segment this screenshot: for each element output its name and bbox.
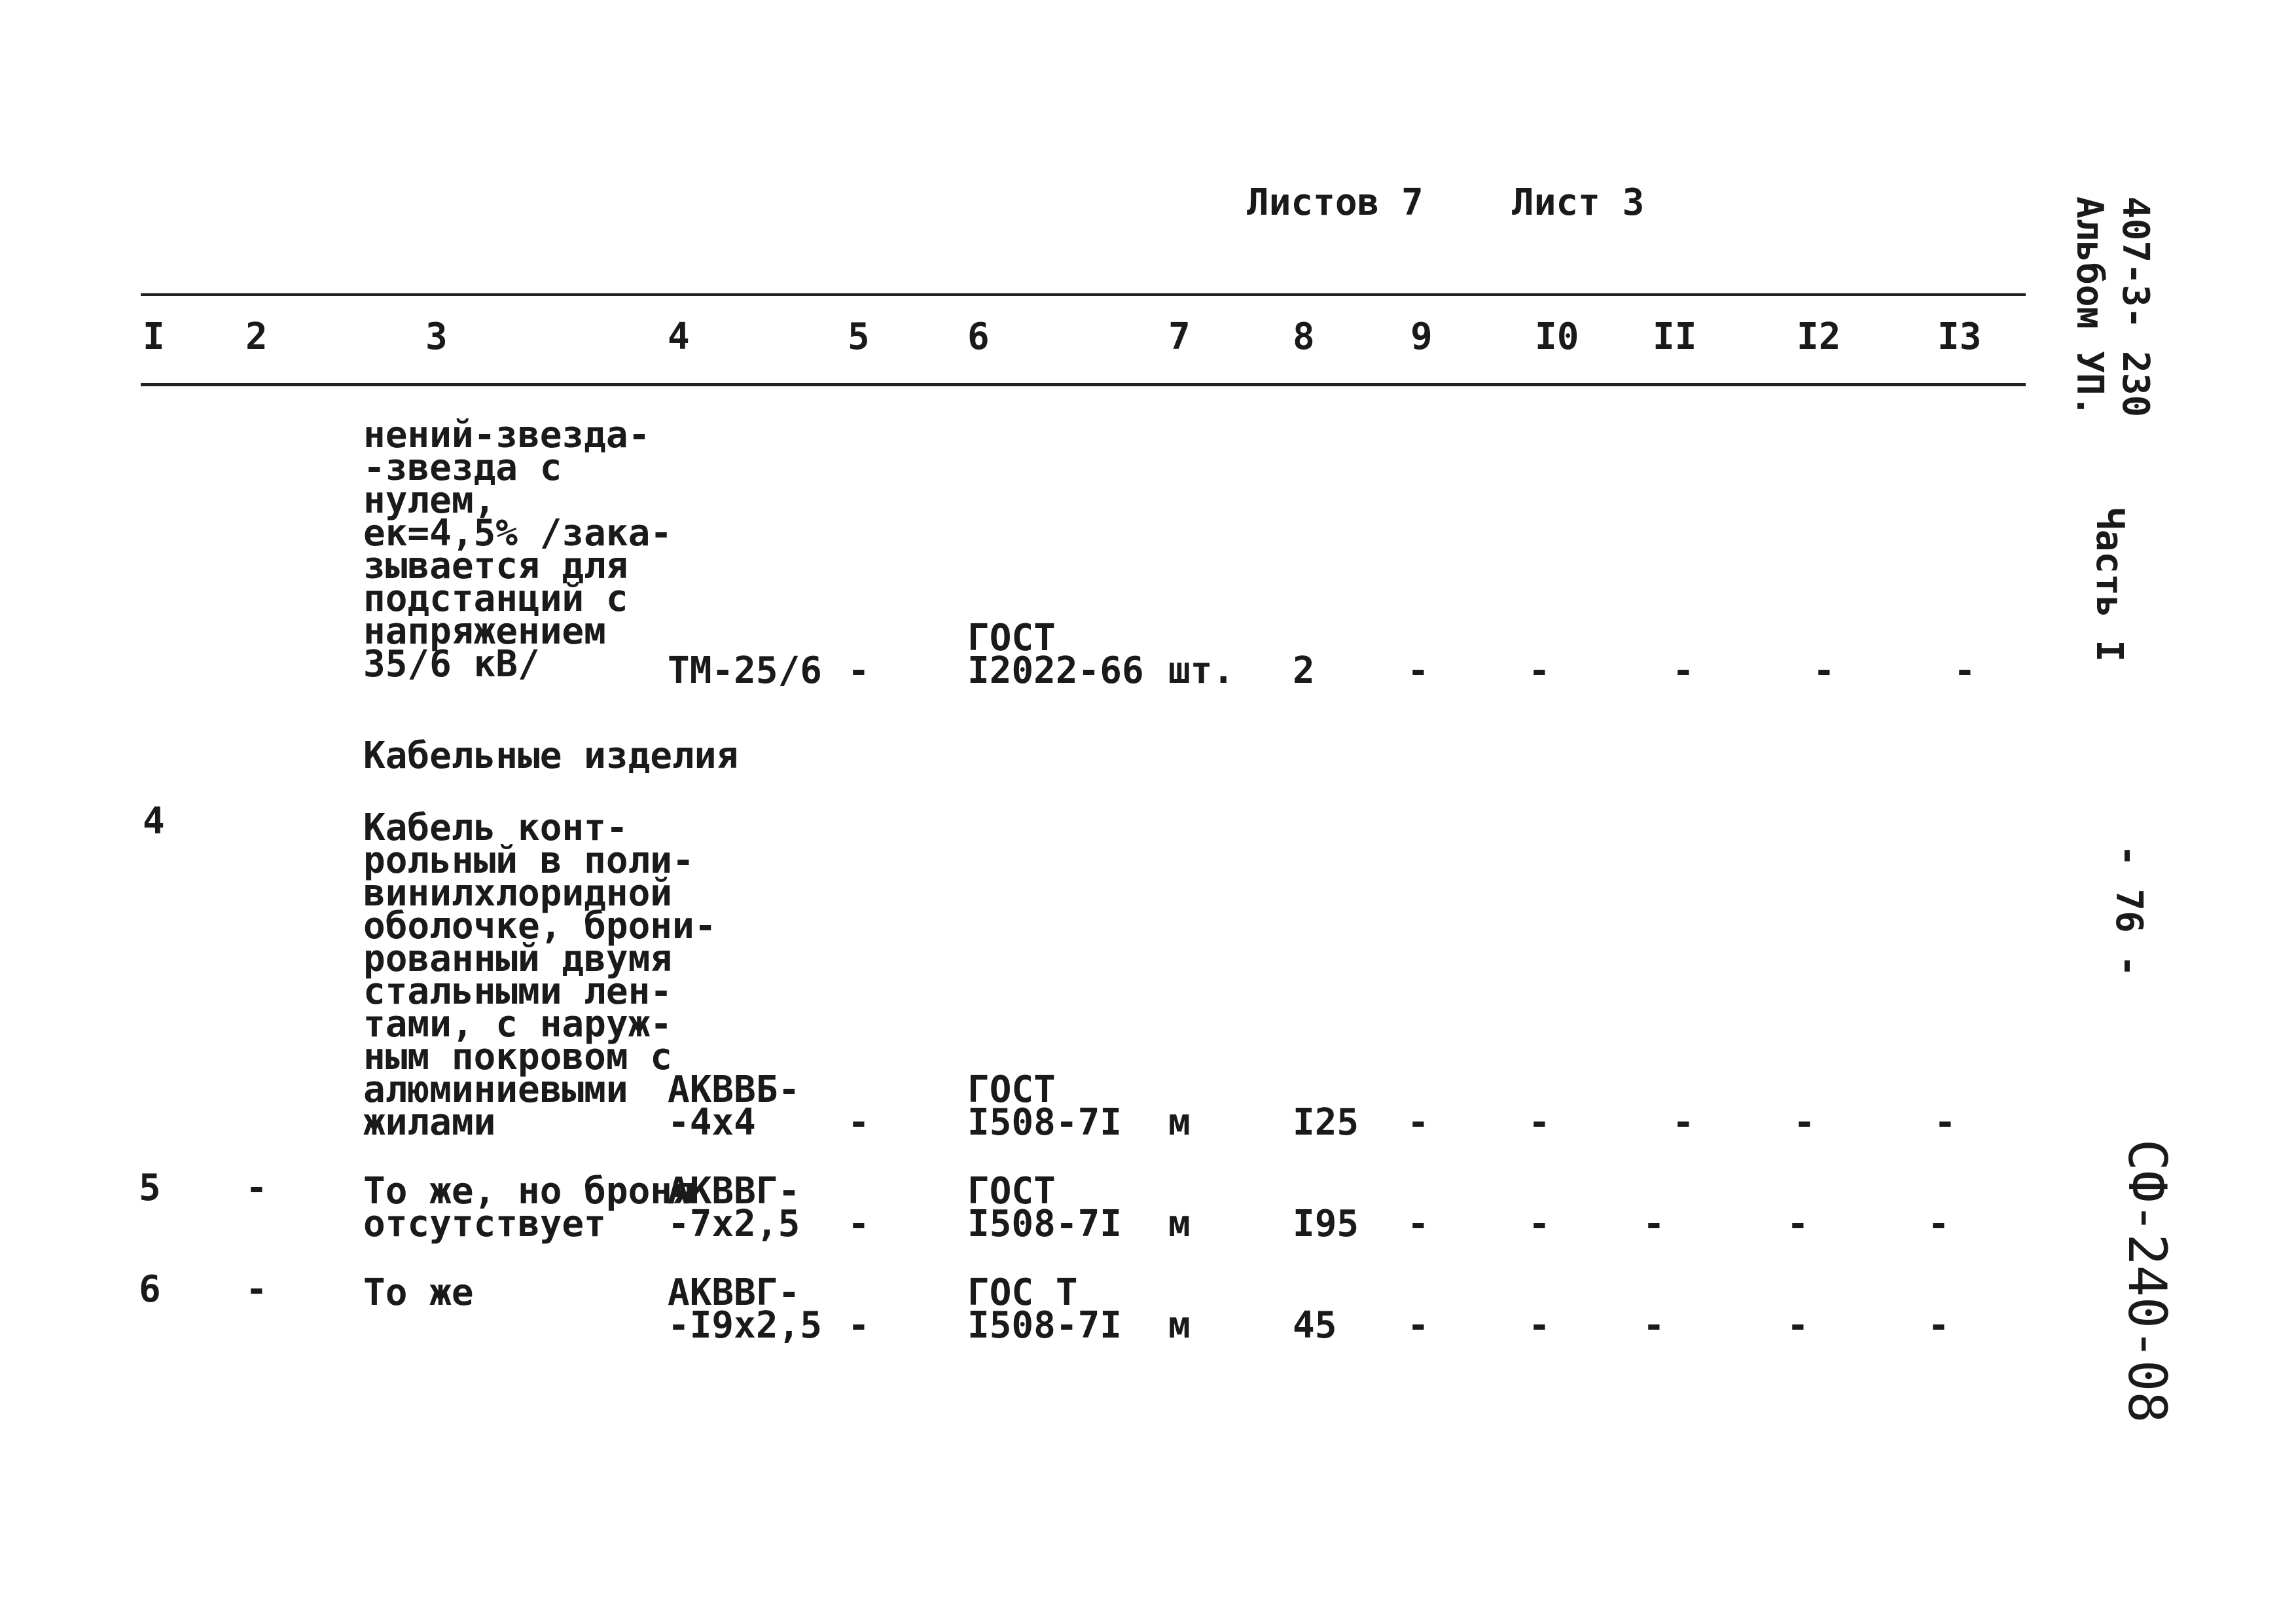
header-bottom-rule [141,383,2026,386]
row5-standard: ГОСТ I508-7I [967,1170,1122,1245]
row6-col12: - [1787,1304,1809,1347]
row6-col11: - [1643,1304,1665,1347]
row6-qty: 45 [1293,1304,1337,1347]
row4-col12: - [1793,1101,1816,1144]
row5-type: АКВВГ- -7х2,5 [668,1170,800,1245]
row5-col11: - [1643,1203,1665,1245]
row5-col5: - [848,1203,870,1245]
row5-col13: - [1928,1203,1950,1245]
col-9: 9 [1410,316,1433,358]
row6-col13: - [1928,1304,1950,1347]
row4-type: АКВВБ- -4х4 [668,1068,800,1144]
row6-unit: м [1168,1304,1191,1347]
row4-qty: I25 [1293,1101,1359,1144]
row6-col9: - [1407,1304,1429,1347]
row6-col5: - [848,1304,870,1347]
transformer-type: ТМ-25/6 [668,649,823,692]
row4-unit: м [1168,1101,1191,1144]
transformer-col12: - [1813,649,1835,692]
transformer-col9: - [1407,649,1429,692]
col-4: 4 [668,316,690,358]
row5-qty: I95 [1293,1203,1359,1245]
transformer-description: нений-звезда- -звезда с нулем, ек=4,5% /зака- зывается для подстанций с напряжением 35/6 кВ/ [363,414,673,685]
transformer-unit: шт. [1168,649,1235,692]
col-6: 6 [967,316,990,358]
row4-description: Кабель конт- рольный в поли- винилхлоридной оболочке, брони- рованный двумя стальными лен- тами, с наруж- ным покровом с алюминиевыми жилами [363,807,717,1144]
part-label: Часть I [2088,507,2130,663]
row4-col11: - [1672,1101,1695,1144]
row6-number: 6 [139,1268,161,1311]
transformer-standard: ГОСТ I2022-66 [967,617,1144,692]
row6-col10: - [1528,1304,1551,1347]
album-label: Альбом УП. [2068,196,2111,418]
transformer-col10: - [1528,649,1551,692]
row5-unit: м [1168,1203,1191,1245]
sheet-number: Лист 3 [1512,181,1645,224]
col-8: 8 [1293,316,1315,358]
sheets-total: Листов 7 [1247,181,1424,224]
row5-col2: - [245,1167,268,1209]
col-1: I [143,316,165,358]
row4-col5: - [848,1101,870,1144]
col-13: I3 [1937,316,1982,358]
header-top-rule [141,293,2026,296]
row5-col9: - [1407,1203,1429,1245]
row6-type: АКВВГ- -I9х2,5 [668,1271,823,1347]
page-number: - 76 - [2108,845,2150,977]
col-5: 5 [848,316,870,358]
section-cables: Кабельные изделия [363,735,739,777]
transformer-col5: - [848,649,870,692]
row4-col10: - [1528,1101,1551,1144]
row4-standard: ГОСТ I508-7I [967,1068,1122,1144]
col-7: 7 [1168,316,1191,358]
transformer-col11: - [1672,649,1695,692]
transformer-col13: - [1954,649,1976,692]
stamp-code: СФ-240-08 [2117,1139,2178,1423]
col-10: I0 [1535,316,1579,358]
row4-number: 4 [143,800,165,843]
transformer-qty: 2 [1293,649,1315,692]
row4-col9: - [1407,1101,1429,1144]
row4-col13: - [1934,1101,1956,1144]
row5-number: 5 [139,1167,161,1209]
doc-code: 407-3- 230 [2114,196,2157,418]
row6-col2: - [245,1268,268,1311]
row6-description: То же [363,1271,474,1314]
row5-col10: - [1528,1203,1551,1245]
row6-standard: ГОС Т I508-7I [967,1271,1122,1347]
col-3: 3 [425,316,448,358]
row5-col12: - [1787,1203,1809,1245]
col-2: 2 [245,316,268,358]
col-11: II [1653,316,1697,358]
col-12: I2 [1797,316,1841,358]
row5-description: То же, но броня отсутствует [363,1170,694,1245]
